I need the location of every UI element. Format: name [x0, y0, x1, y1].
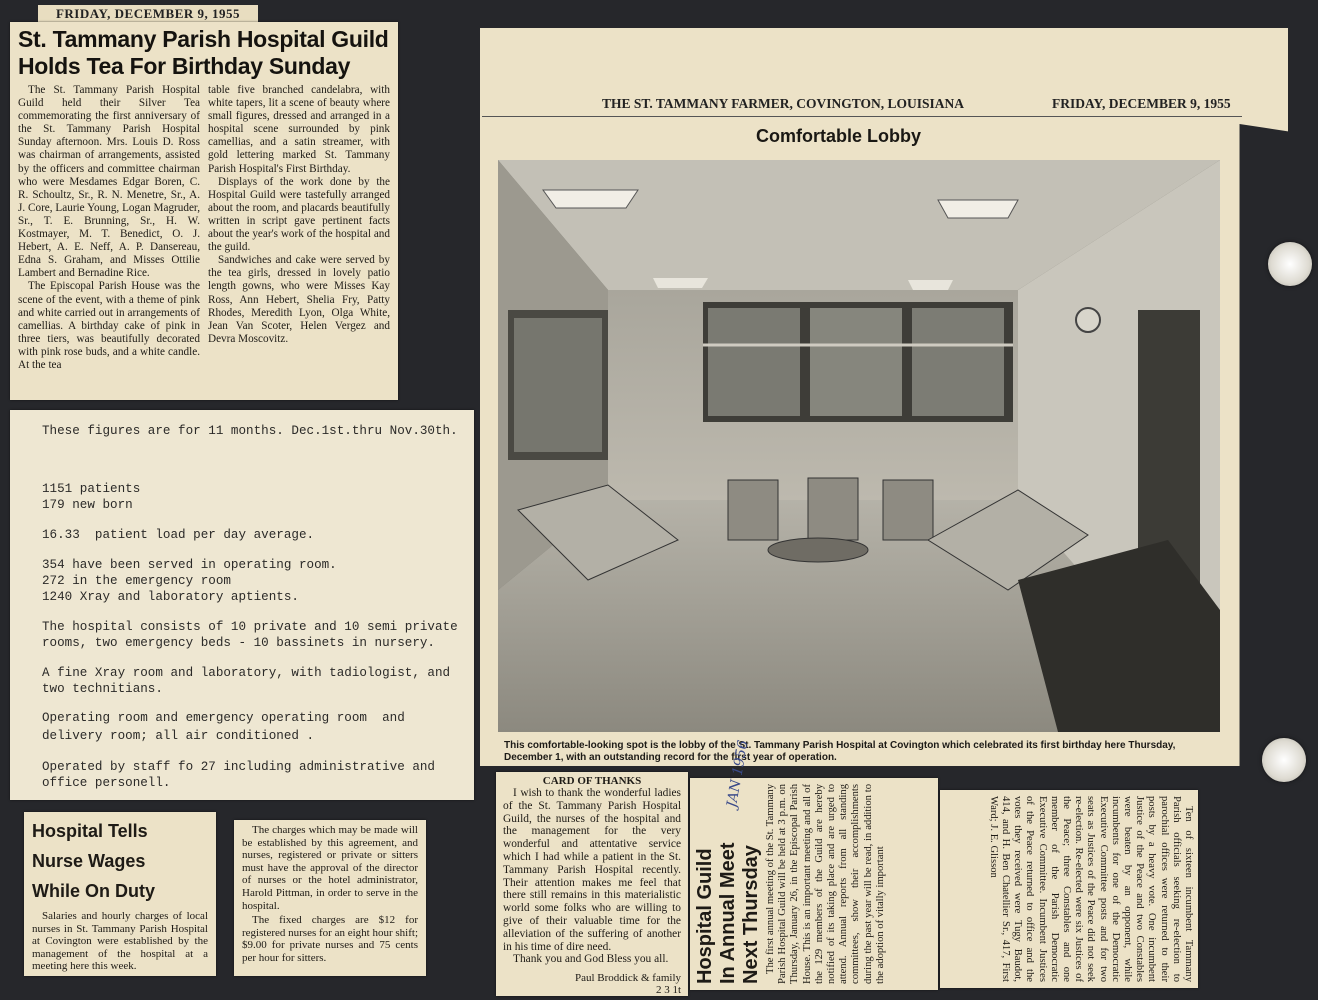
typed-line: A fine Xray room and laboratory, with tadiologist, and — [42, 666, 451, 680]
lobby-photo — [498, 160, 1220, 732]
tea-column-1 — [18, 84, 200, 372]
typed-line: 1240 Xray and laboratory aptients. — [42, 590, 299, 604]
typed-line: office personell. — [42, 776, 171, 790]
election-body: Ten of sixteen incumbent Tammany Parish officials seeking re-election to parochial offices were returned to their posts by a heavy vote. One incumbent Justice of the Peace and two Constables were beaten by an opponent, while incumbents for one of the Democratic Executive Committee posts and for two seats as Justices of the Peace did not seek re-election. Re-elected were six Justices of the Peace; three Constables and one member of the Parish Democratic Executive Committee. Incumbent Justices of the Peace returned to office and the votes they received were Tugy Baudot, 414, and H. Ben Chatellier Sr., 417, First Ward; J. E. Glisson — [987, 796, 1194, 982]
typed-line: 16.33 patient load per day average. — [42, 528, 315, 542]
thanks-code: 2 3 1t — [655, 984, 681, 997]
wages-body — [32, 910, 208, 973]
tea-paragraph: Displays of the work done by the Hospital Guild were tastefully arranged about the room, and placards beautifully written in script gave pertinent facts about the year's work of the hospital and the guild. — [208, 175, 390, 254]
thanks-closing: Thank you and God Bless you all. — [513, 953, 669, 966]
wages-headline-line1: Hospital Tells — [32, 821, 148, 841]
meet-headline-line2: In Annual Meet — [717, 842, 739, 984]
typed-line: 354 have been served in operating room. — [42, 558, 337, 572]
masthead-paper-name: THE ST. TAMMANY FARMER, COVINGTON, LOUISIANA — [602, 96, 965, 111]
tea-paragraph: The St. Tammany Parish Hospital Guild held their Silver Tea commemorating the first anniversary of the St. Tammany Parish Hospital Sunday afternoon. Mrs. Louis D. Ross was chairman of arrangements, assisted by the officers and committee chairman who were Mesdames Edgar Boren, C. R. Schoultz, Sr., R. N. Menetre, Sr., A. J. Core, Laurie Young, Logan Magruder, Sr., T. E. Brunning, Sr., H. W. Kostmayer, M. T. Benedict, O. J. Hebert, A. E. Neff, A. P. Dansereau, Edna S. Graham, and Misses Ottilie Lambert and Bernadine Rice. — [18, 84, 200, 280]
tea-headline-line2: Holds Tea For Birthday Sunday — [18, 53, 351, 79]
charges-paragraph: The fixed charges are $12 for registered nurses for an eight hour shift; $9.00 for private nurses and 75 cents per hour for sitters. — [242, 914, 418, 964]
typed-line: 272 in the emergency room — [42, 574, 231, 588]
tea-paragraph: table five branched candelabra, with white tapers, lit a scene of beauty where small figures, dressed and arranged in a hospital scene surrounded by pink camellias, and a satin streamer, with gold lettering marked St. Tammany Parish Hospital's First Birthday. — [208, 84, 390, 175]
masthead-date: FRIDAY, DECEMBER 9, 1955 — [1052, 96, 1231, 111]
lobby-title: Comfortable Lobby — [756, 126, 921, 146]
typed-line: rooms, two emergency beds - 10 bassinets in nursery. — [42, 636, 435, 650]
binder-hole-top — [1268, 242, 1312, 286]
typed-statistics-sheet — [10, 410, 474, 800]
dateline-1955: FRIDAY, DECEMBER 9, 1955 — [38, 5, 258, 23]
tea-paragraph: Sandwiches and cake were served by the tea girls, dressed in lovely patio length gowns, who were Misses Kay Ross, Ann Hebert, Shelia Fry, Patty Rhodes, Meredith Lyon, Olga White, Jean Van Scoter, Helen Vergez and Devra Moscovitz. — [208, 254, 390, 345]
typed-line: 1151 patients — [42, 482, 141, 496]
lobby-photo-caption: This comfortable-looking spot is the lobby of the St. Tammany Parish Hospital at Covington which celebrated its first birthday here Thursday, December 1, with an outstanding record for the first year of operation. — [504, 740, 1176, 763]
thanks-title: CARD OF THANKS — [542, 775, 642, 787]
tea-paragraph: The Episcopal Parish House was the scene of the event, with a theme of pink and white carried out in arrangements of camellias. A birthday cake of pink in three tiers, was beautifully decorated with pink rose buds, and a white candle. At the tea — [18, 280, 200, 371]
thanks-body: I wish to thank the wonderful ladies of the St. Tammany Parish Hospital Guild, the nurses of the hospital and the management for the very wonderful and attentative service which I had while a patient in the St. Tammany Parish Hospital recently. Their attention makes me feel that there still remains in this materialistic world some folks who are willing to give of their valuable time for the alleviation of the suffering of another in his time of dire need. — [503, 787, 681, 953]
typed-line: Operated by staff fo 27 including administrative and — [42, 760, 435, 774]
annual-meet-clipping — [690, 738, 938, 990]
nurse-charges-clipping — [234, 820, 426, 976]
typed-line: The hospital consists of 10 private and 10 semi private — [42, 620, 458, 634]
lobby-photo-image — [498, 160, 1220, 732]
nurse-wages-clipping — [24, 812, 216, 976]
wages-paragraph: Salaries and hourly charges of local nurses in St. Tammany Parish Hospital at Covington were established by the management of the hospital at a meeting here this week. — [32, 910, 208, 973]
typed-line: delivery room; all air conditioned . — [42, 729, 315, 743]
wages-headline-line2: Nurse Wages — [32, 851, 146, 871]
meet-headline-line1: Hospital Guild — [694, 848, 716, 984]
typed-line: Operating room and emergency operating room and — [42, 711, 405, 725]
meet-body: The first annual meeting of the St. Tammany Parish Hospital Guild will be held at 3 p.m. on Thursday, January 26, in the Episcopal Parish House. This is an important meeting and all of the 129 members of the Guild are hereby notified of its taking place and are urged to attend. Annual reports from all standing committees, show their accomplishments during the past year will be read, in addition to the adoption of vitally important — [765, 784, 886, 984]
election-results-clipping — [940, 790, 1198, 988]
typed-line: 179 new born — [42, 498, 133, 512]
charges-paragraph: The charges which may be made will be established by this agreement, and nurses, registered or private or sitters must have the approval of the director of nurses or the hotel administrator, Harold Pittman, in order to serve in the hospital. — [242, 824, 418, 912]
typed-line: These figures are for 11 months. Dec.1st.thru Nov.30th. — [42, 424, 458, 438]
tea-headline-line1: St. Tammany Parish Hospital Guild — [18, 26, 389, 52]
meet-handwritten-date: JAN 1956 — [724, 738, 752, 809]
binder-hole-bottom — [1262, 738, 1306, 782]
masthead-rule — [482, 116, 1242, 117]
tea-article-clipping — [10, 22, 398, 400]
typed-line: two technitians. — [42, 682, 163, 696]
thanks-signature: Paul Broddick & family — [574, 972, 681, 985]
meet-headline-line3: Next Thursday — [740, 845, 762, 984]
wages-headline-line3: While On Duty — [32, 881, 155, 901]
card-of-thanks-clipping — [496, 772, 688, 996]
tea-column-2 — [208, 84, 390, 372]
